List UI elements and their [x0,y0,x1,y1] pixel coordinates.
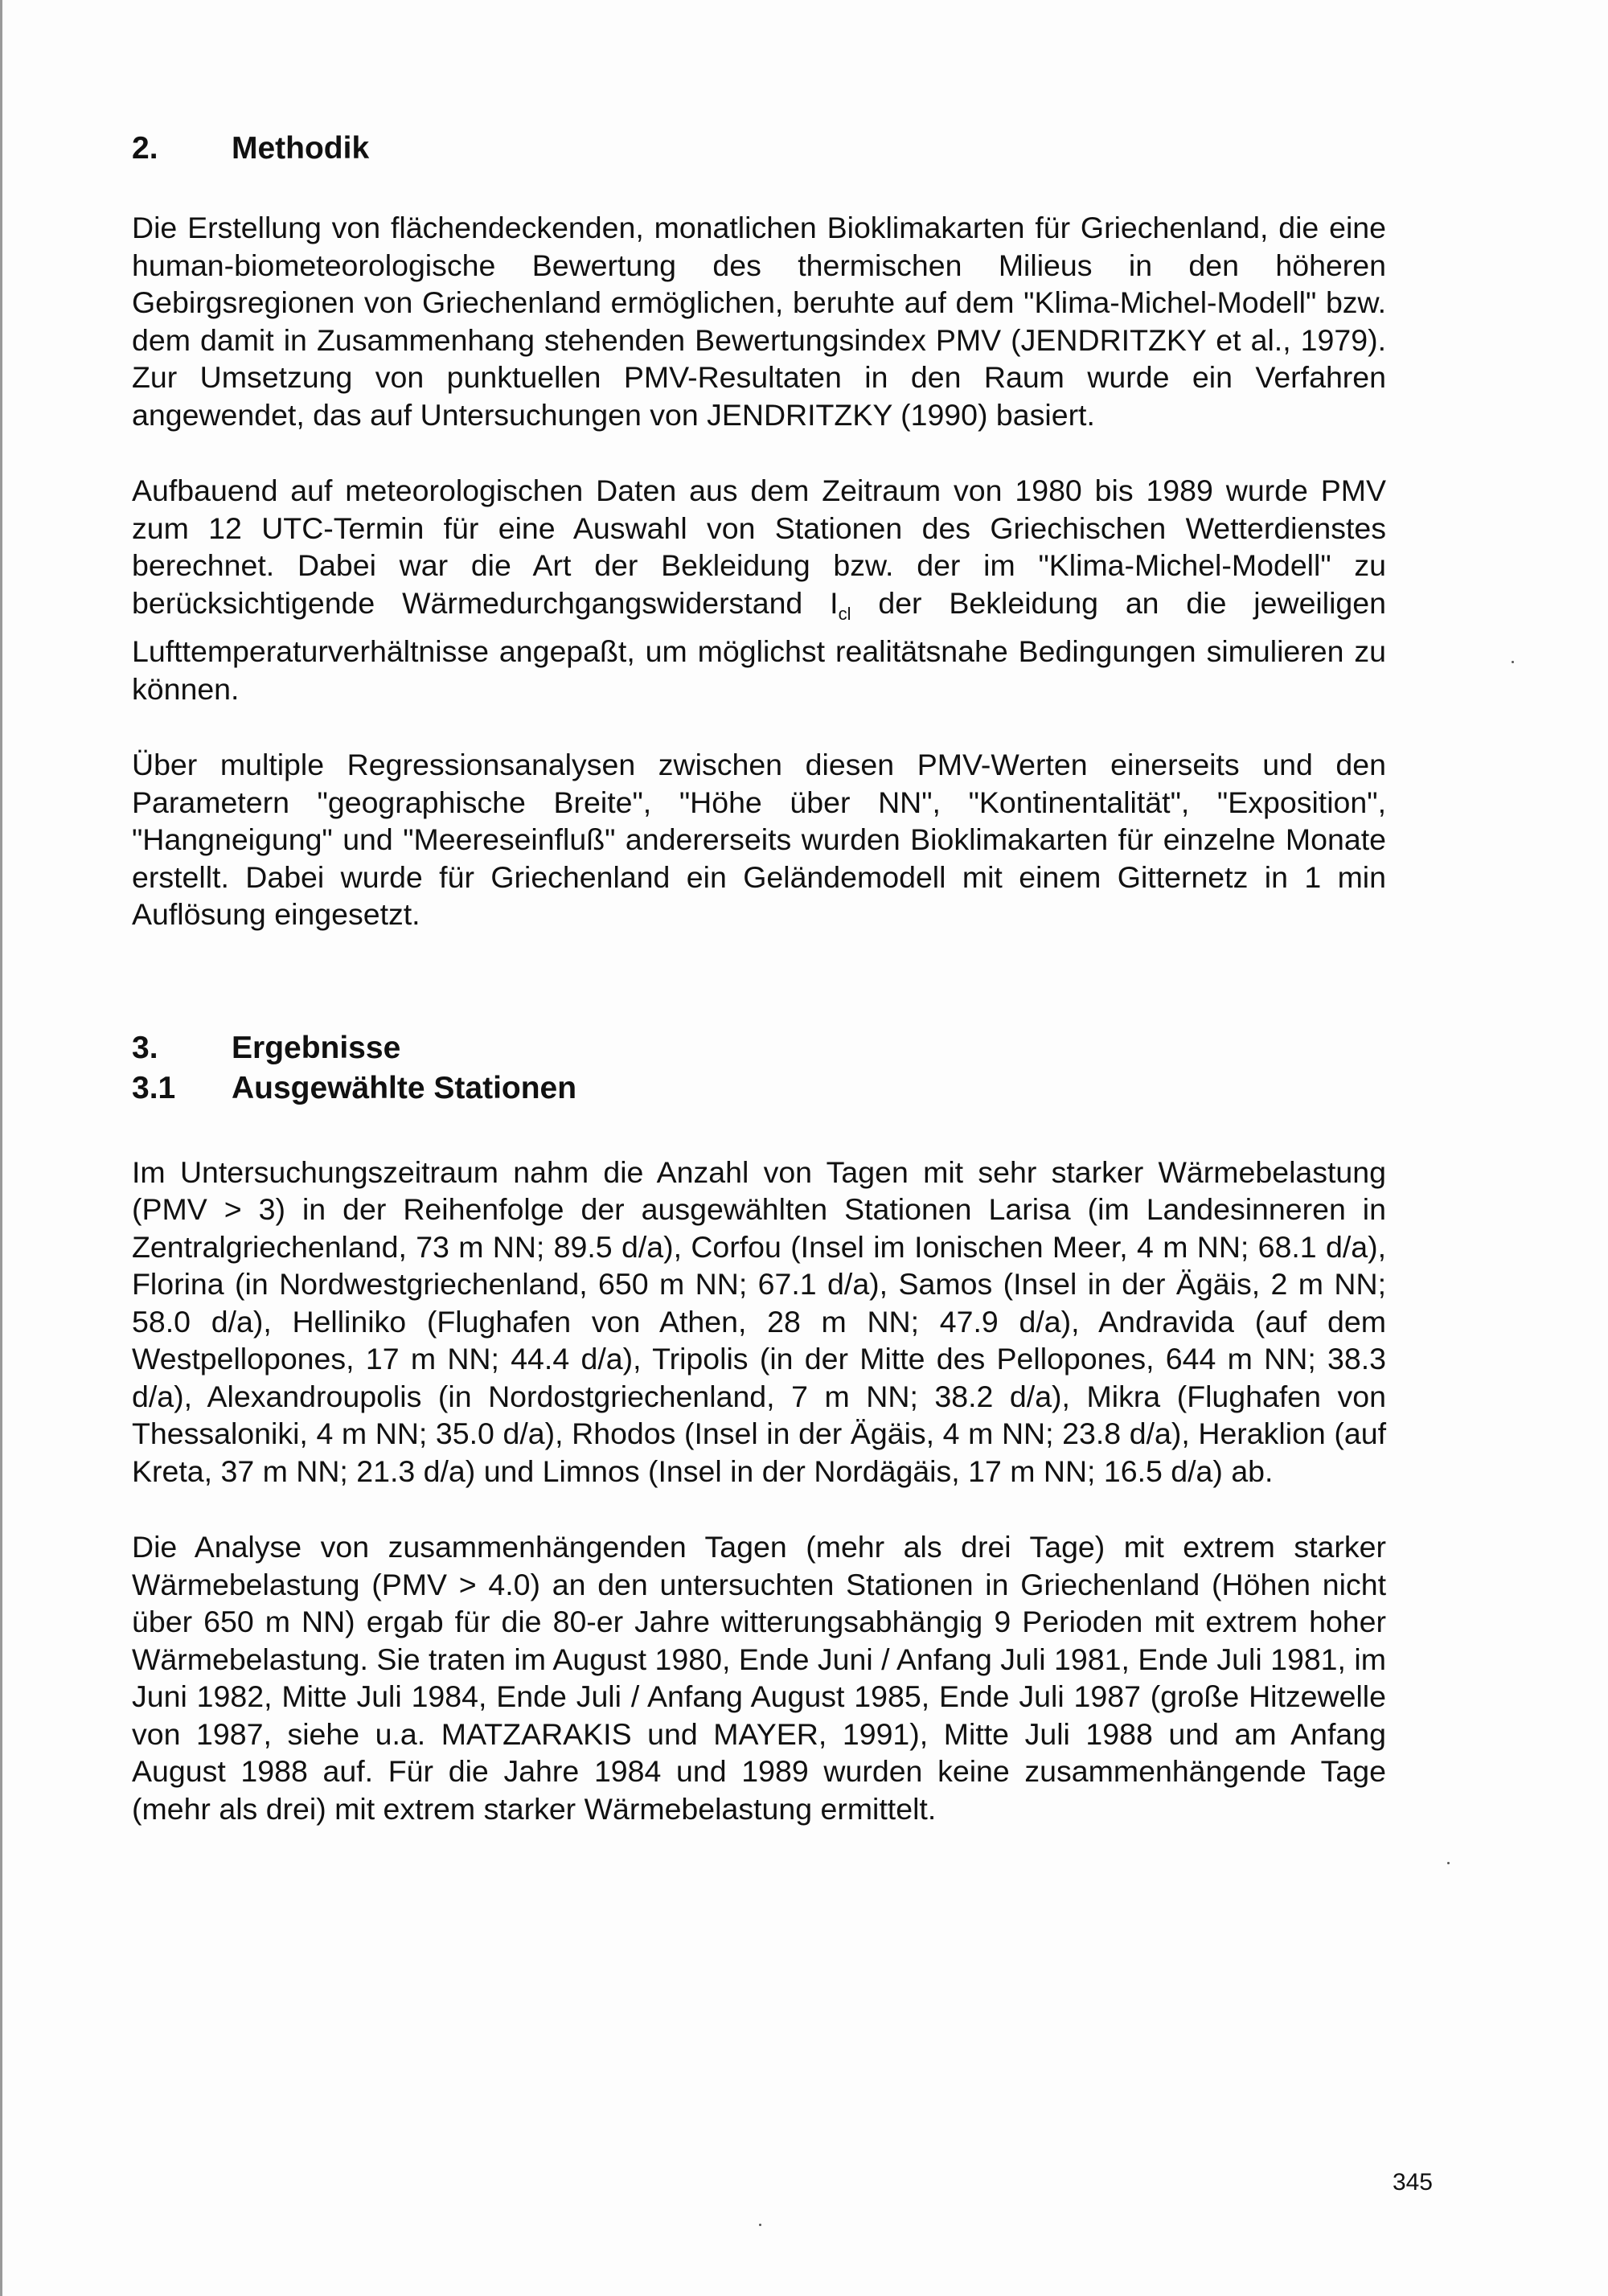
paragraph-text: Aufbauend auf meteorologischen Daten aus dem Zeitraum von 1980 bis 1989 wurde PMV zum 12 UTC-Termin für eine Auswahl von Stationen des Griechischen Wetterdienstes berechnet. Dabei war die Art der Bekleidung bzw. der im "Klima-Michel-Modell" zu berücksichtigende Wärmedurchgangswiderstand I [132,474,1386,620]
scan-speck [759,2224,761,2226]
section-title: Ergebnisse [232,1030,401,1065]
page-number: 345 [1392,2169,1433,2196]
scan-edge [0,0,2,2296]
section-spacer [132,972,1386,1028]
paragraph-text: der Bekleidung an die jeweiligen Lufttemperaturverhältnisse angepaßt, um möglichst realitätsnahe Bedingungen simulieren zu können. [132,585,1386,706]
paragraph-methodik-2 [132,472,1386,707]
subscript-cl: cl [838,603,851,624]
section-number: 3. [132,1030,158,1065]
section-title: Methodik [232,131,370,166]
paragraph-ergebnisse-2: Die Analyse von zusammenhängenden Tagen (mehr als drei Tage) mit extrem starker Wärmebelastung (PMV > 4.0) an den untersuchten Stationen in Griechenland (Höhen nicht über 650 m NN) ergab für die 80-er Jahre witterungsabhängig 9 Perioden mit extrem hoher Wärmebelastung. Sie traten im August 1980, Ende Juni / Anfang Juli 1981, Ende Juli 1981, im Juni 1982, Mitte Juli 1984, Ende Juli / Anfang August 1985, Ende Juli 1987 (große Hitzewelle von 1987, siehe u.a. MATZARAKIS und MAYER, 1991), Mitte Juli 1988 und am Anfang August 1988 auf. Für die Jahre 1984 und 1989 wurden keine zusammenhängende Tage (mehr als drei) mit extrem starker Wärmebelastung ermittelt. [132,1530,1386,1826]
scan-speck [1512,661,1514,663]
page-content [132,129,1386,1866]
section-number: 2. [132,131,158,166]
section-heading-ergebnisse [132,1028,1386,1068]
paragraph-methodik-1: Die Erstellung von flächendeckenden, monatlichen Bioklimakarten für Griechenland, die eine human-biometeorologische Bewertung des thermischen Milieus in den höheren Gebirgsregionen von Griechenland ermöglichen, beruhte auf dem "Klima-Michel-Modell" bzw. dem damit in Zusammenhang stehenden Bewertungsindex PMV (JENDRITZKY et al., 1979). Zur Umsetzung von punktuellen PMV-Resultaten in den Raum wurde ein Verfahren angewendet, das auf Untersuchungen von JENDRITZKY (1990) basiert. [132,211,1386,432]
paragraph-ergebnisse-1: Im Untersuchungszeitraum nahm die Anzahl von Tagen mit sehr starker Wärmebelastung (PMV > 3) in der Reihenfolge der ausgewählten Stationen Larisa (im Landesinneren in Zentralgriechenland, 73 m NN; 89.5 d/a), Corfou (Insel im Ionischen Meer, 4 m NN; 68.1 d/a), Florina (in Nordwestgriechenland, 650 m NN; 67.1 d/a), Samos (Insel in der Ägäis, 2 m NN; 58.0 d/a), Helliniko (Flughafen von Athen, 28 m NN; 47.9 d/a), Andravida (auf dem Westpellopones, 17 m NN; 44.4 d/a), Tripolis (in der Mitte des Pellopones, 644 m NN; 38.3 d/a), Alexandroupolis (in Nordostgriechenland, 7 m NN; 38.2 d/a), Mikra (Flughafen von Thessaloniki, 4 m NN; 35.0 d/a), Rhodos (Insel in der Ägäis, 4 m NN; 23.8 d/a), Heraklion (auf Kreta, 37 m NN; 21.3 d/a) und Limnos (Insel in der Nordägäis, 17 m NN; 16.5 d/a) ab. [132,1154,1386,1488]
subsection-heading-stationen [132,1068,1386,1109]
paragraph-methodik-3: Über multiple Regressionsanalysen zwischen diesen PMV-Werten einerseits und den Parametern "geographische Breite", "Höhe über NN", "Kontinentalität", "Exposition", "Hangneigung" und "Meereseinfluß" andererseits wurden Bioklimakarten für einzelne Monate erstellt. Dabei wurde für Griechenland ein Geländemodell mit einem Gitternetz in 1 min Auflösung eingesetzt. [132,748,1386,931]
scan-speck [1447,1862,1450,1864]
section-heading-methodik [132,129,1386,169]
subsection-number: 3.1 [132,1070,176,1105]
subsection-title: Ausgewählte Stationen [232,1070,577,1105]
